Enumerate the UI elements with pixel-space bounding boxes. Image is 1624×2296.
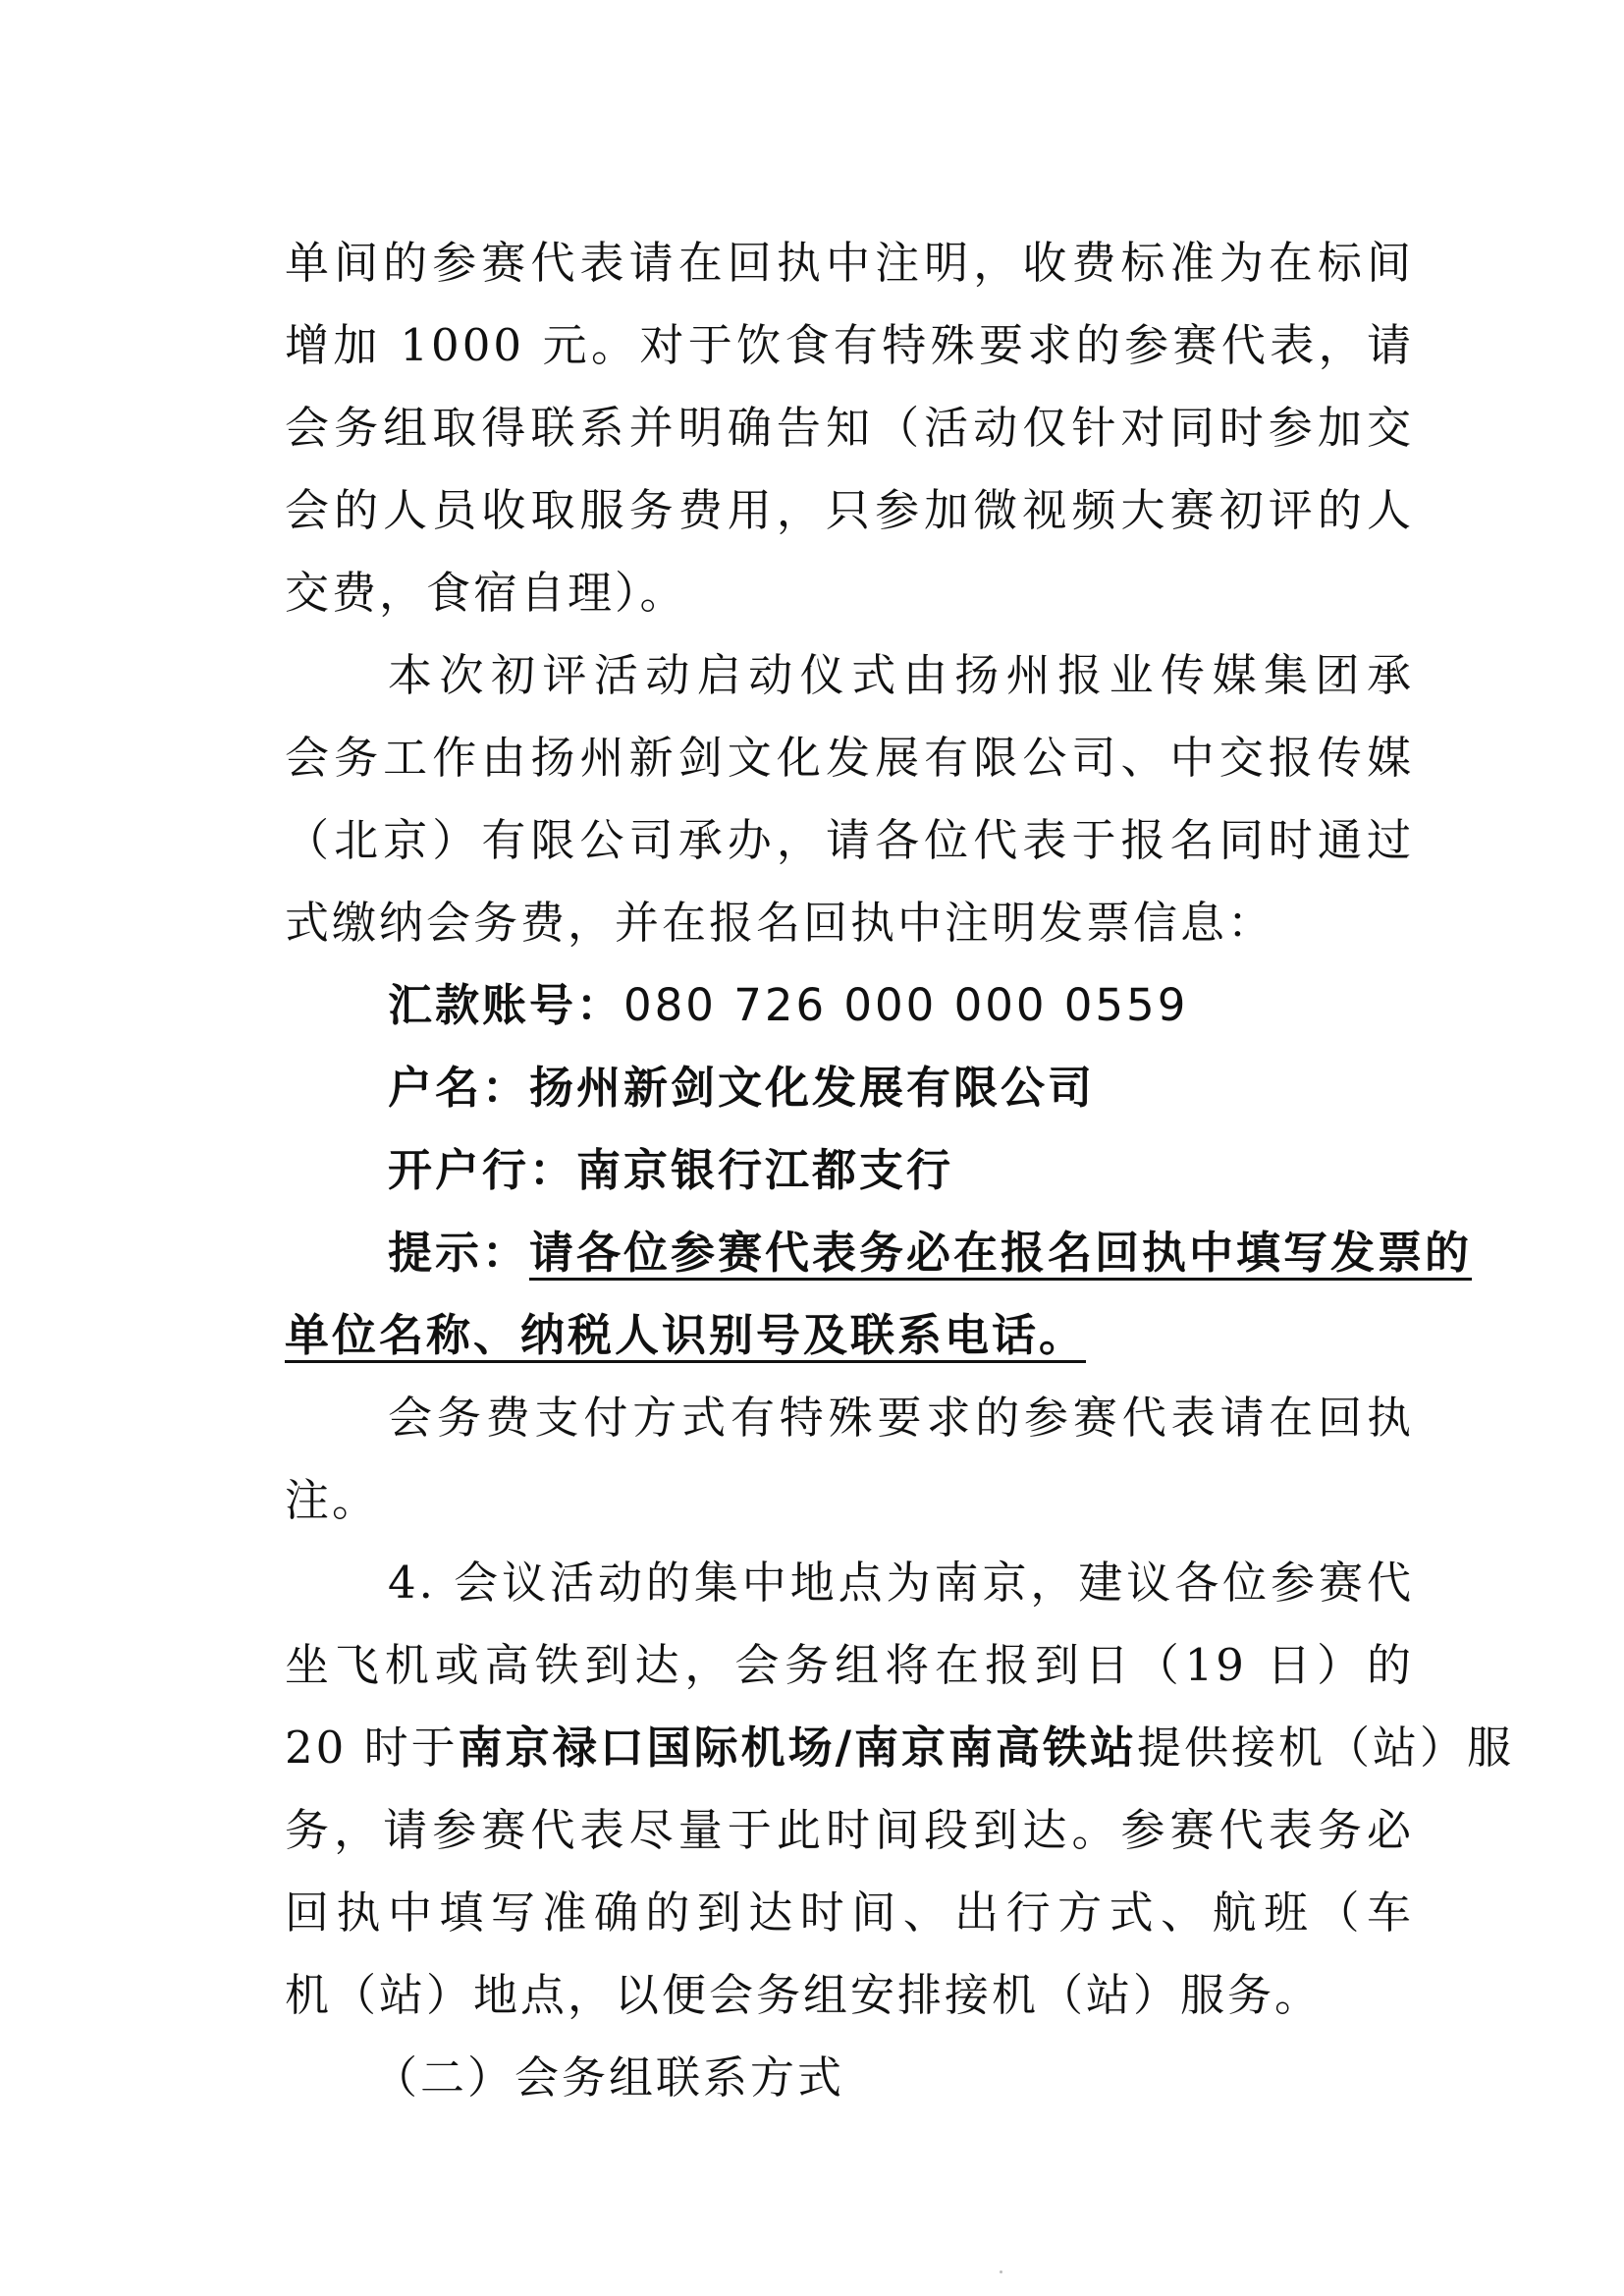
tip-line-2 <box>285 1306 1414 1365</box>
account-number-line <box>388 976 1414 1035</box>
account-holder-line <box>388 1059 1414 1118</box>
account-label: 汇款账号： <box>388 979 624 1031</box>
body-line-5: 交费，食宿自理）。 <box>285 567 687 619</box>
tip-text-1: 请各位参赛代表务必在报名回执中填写发票的 <box>529 1227 1473 1279</box>
body-line-1: 单间的参赛代表请在回执中注明，收费标准为在标间 <box>285 237 1414 289</box>
item4-line-1: 4. 会议活动的集中地点为南京，建议各位参赛代 <box>388 1557 1414 1609</box>
tip-label: 提示： <box>388 1227 530 1279</box>
tip-line-1 <box>388 1224 1473 1283</box>
pickup-locations: 南京禄口国际机场/南京南高铁站 <box>458 1722 1138 1774</box>
item4-line-3-end: 提供接机（站）服 <box>1137 1722 1515 1774</box>
item4-line-4: 务，请参赛代表尽量于此时间段到达。参赛代表务必 <box>285 1804 1414 1856</box>
body-line-7: 会务工作由扬州新剑文化发展有限公司、中交报传媒 <box>285 732 1414 784</box>
body-line-8: （北京）有限公司承办，请各位代表于报名同时通过 <box>285 814 1414 866</box>
scan-speck <box>1000 2270 1002 2273</box>
item4-line-6: 机（站）地点，以便会务组安排接机（站）服务。 <box>285 1969 1323 2021</box>
bank-label: 开户行： <box>388 1144 577 1196</box>
account-value: 080 726 000 000 0559 <box>623 979 1189 1031</box>
tip-text-2: 单位名称、纳税人识别号及联系电话。 <box>285 1309 1087 1361</box>
section-heading: （二）会务组联系方式 <box>373 2051 845 2104</box>
holder-value: 扬州新剑文化发展有限公司 <box>529 1062 1096 1114</box>
payment-line-2: 注。 <box>285 1474 380 1526</box>
bank-value: 南京银行江都支行 <box>576 1144 954 1196</box>
body-line-6: 本次初评活动启动仪式由扬州报业传媒集团承 <box>388 649 1414 701</box>
body-line-3: 会务组取得联系并明确告知（活动仅针对同时参加交 <box>285 402 1414 454</box>
body-line-4: 会的人员收取服务费用，只参加微视频大赛初评的人 <box>285 484 1414 536</box>
payment-line-1: 会务费支付方式有特殊要求的参赛代表请在回执 <box>388 1392 1414 1444</box>
item4-line-2: 坐飞机或高铁到达，会务组将在报到日（19 日）的 <box>285 1639 1414 1691</box>
bank-line <box>388 1141 1414 1200</box>
item4-line-5: 回执中填写准确的到达时间、出行方式、航班（车 <box>285 1886 1414 1939</box>
body-line-2: 增加 1000 元。对于饮食有特殊要求的参赛代表，请 <box>285 319 1414 371</box>
item4-line-3-start: 20 时于 <box>285 1722 459 1774</box>
holder-label: 户名： <box>388 1062 530 1114</box>
body-line-9: 式缴纳会务费，并在报名回执中注明发票信息： <box>285 897 1275 949</box>
item4-line-3 <box>285 1719 1515 1777</box>
